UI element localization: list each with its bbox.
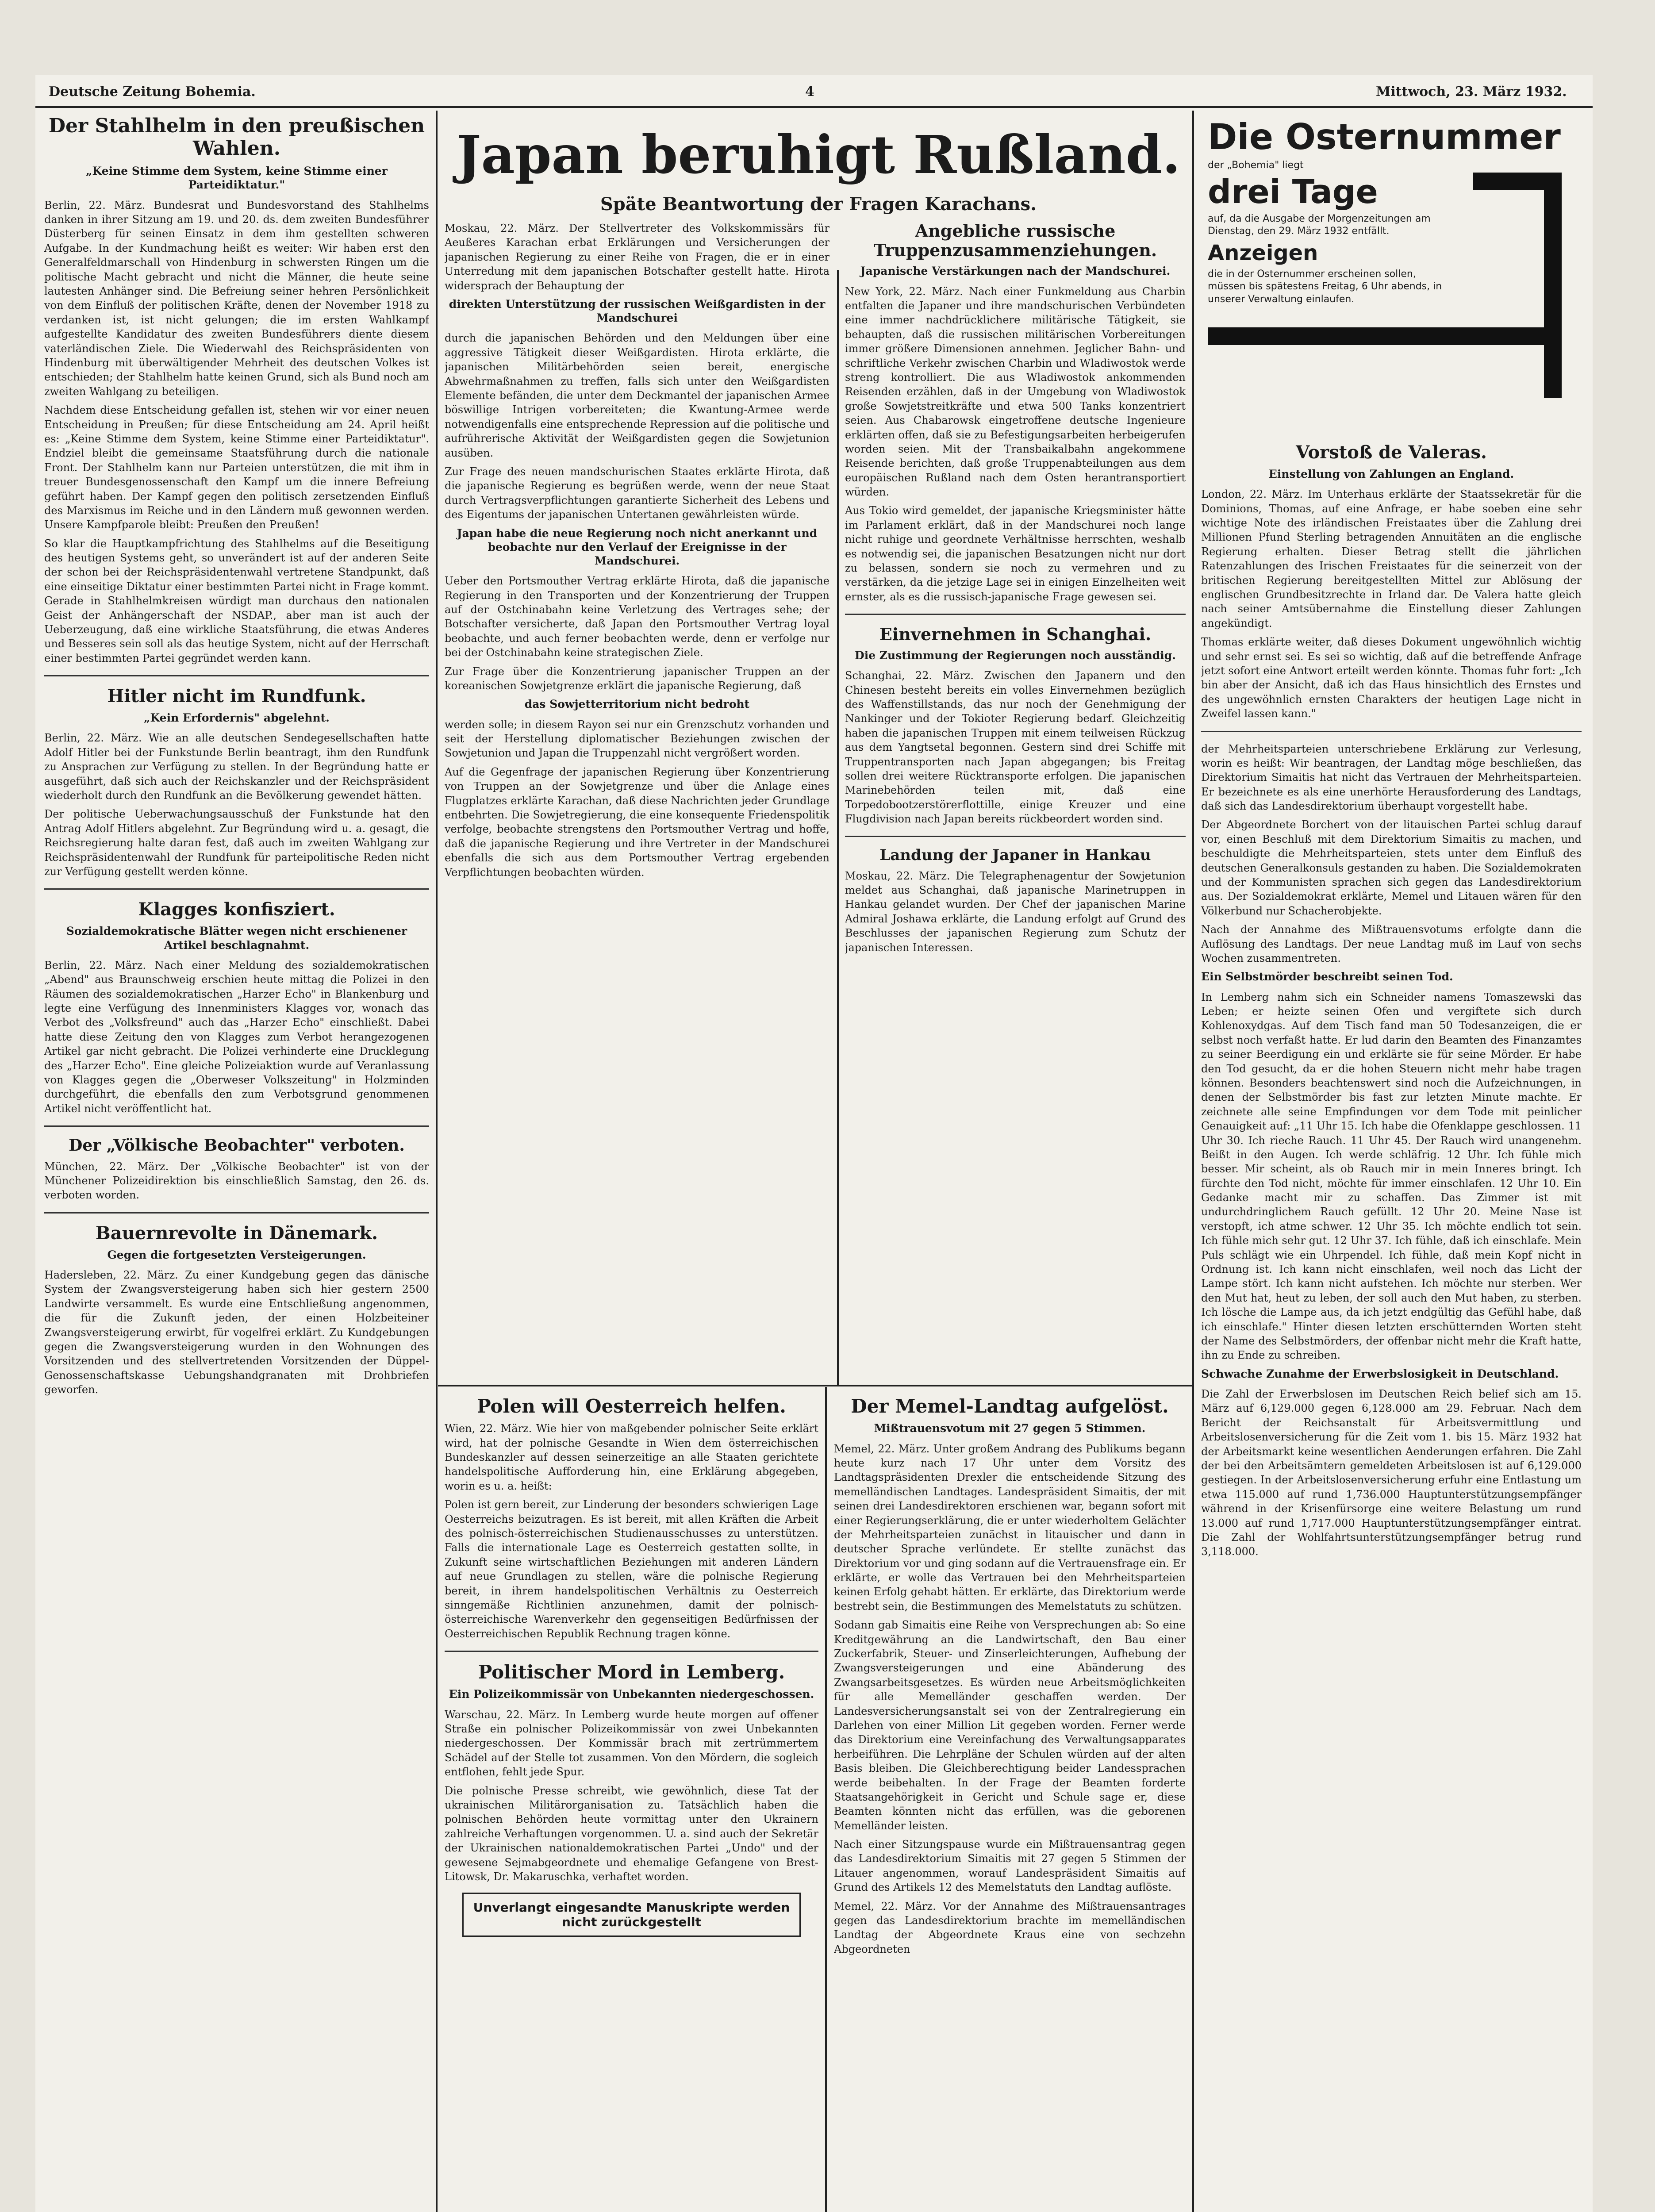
stahlhelm-paragraph: So klar die Hauptkampfrichtung des Stahlhelms auf die Beseitigung des heutigen Systems geht, so unverändert ist auf der anderen Seite der schon bei der Reichspräsidentenwahl vertretene Standpunkt, daß eine einseitige Diktatur einer bestimmten Partei nicht in Frage kommt. Gerade in Stahlhelmkreisen würdigt man durchaus den nationalen Geist der Anhängerschaft der NSDAP., aber man ist auch der Ueberzeugung, daß eine wirkliche Staatsführung, die etwas Anderes und Besseres sein soll als das heutige System, nicht auf der Herrschaft einer bestimmten Partei gegründet werden kann.: [44, 537, 429, 664]
bauern-subtitle: Gegen die fortgesetzten Versteigerungen.: [107, 1248, 366, 1261]
lemberg-paragraph: Die polnische Presse schreibt, wie gewöhnlich, diese Tat der ukrainischen Militärorganisation zu. Tatsächlich haben die polnischen Behörden heute vormittag unter den Ukrainern zahlreiche Verhaftungen vorgenommen. U. a. sind auch der Sekretär der Ukrainischen nationaldemokratischen Partei „Undo" und der gewesene Sejmabgeordnete und ehemalige Gefangene von Brest-Litowsk, Dr. Makaruschka, verhaftet worden.: [445, 1784, 818, 1883]
memel-paragraph: Nach einer Sitzungspause wurde ein Mißtrauensantrag gegen das Landesdirektorium Simaitis mit 27 gegen 5 Stimmen der Litauer angenommen, worauf Landespräsident Simaitis auf Grund des Artikels 12 des Memelstatuts den Landtag auflöste.: [834, 1838, 1186, 1894]
stahlhelm-title: Der Stahlhelm in den preußischen Wahlen.: [48, 115, 425, 160]
memel-subtitle: Mißtrauensvotum mit 27 gegen 5 Stimmen.: [874, 1422, 1146, 1435]
lead-headline: Japan beruhigt Rußland.: [456, 124, 1181, 185]
article-separator: [445, 1651, 818, 1652]
article-separator: [44, 888, 429, 890]
article-separator: [44, 1125, 429, 1127]
column-rule: [837, 270, 839, 1385]
hitler-title: Hitler nicht im Rundfunk.: [107, 686, 366, 707]
lead-subheadline: Späte Beantwortung der Fragen Karachans.: [600, 194, 1037, 215]
klagges-subtitle: Sozialdemokratische Blätter wegen nicht erschienener Artikel beschlagnahmt.: [66, 925, 407, 952]
schanghai-paragraph: Schanghai, 22. März. Zwischen den Japanern und den Chinesen besteht bereits ein volles Einvernehmen bezüglich des Waffenstillstands, das nur noch der Genehmigung der Nankinger und der Tokioter Regierung bedarf. Gleichzeitig haben die japanischen Truppen mit einem teilweisen Rückzug aus dem Yangtsetal begonnen. Gestern sind drei Schiffe mit Truppentransporten nach Japan abgegangen; bis Freitag sollen drei weitere Rücktransporte erfolgen. Die japanischen Marinebehörden teilen mit, daß eine Torpedobootzerstörerflottille, einige Kreuzer und eine Flugdivision nach Japan bereits rückbeordert worden sind.: [845, 669, 1186, 826]
bauern-title: Bauernrevolte in Dänemark.: [95, 1222, 378, 1244]
valera-title: Vorstoß de Valeras.: [1296, 442, 1487, 463]
page-number: 4: [805, 84, 814, 100]
stahlhelm-paragraph: Berlin, 22. März. Bundesrat und Bundesvorstand des Stahlhelms danken in ihrer Sitzung am 19. und 20. ds. dem zweiten Bundesführer Düsterberg für seinen Einsatz in dem ihm gestellten schweren Aufgabe. In der Kundmachung heißt es weiter: Wir haben erst den Generalfeldmarschall von Hindenburg in schwersten Ringen um die politische Macht gebracht und nicht die Männer, die heute seine lautesten Anhänger sind. Die Befreiung seiner hehren Persönlichkeit von dem Einfluß der politischen Kräfte, denen der November 1918 zu verdanken ist, ist nicht gelungen; die im ersten Wahlkampf aufgestellte Kandidatur des zweiten Bundesführers diente diesem vaterländischen Ziele. Die Wiederwahl des Reichspräsidenten von Hindenburg mit überwältigender Mehrheit des deutschen Volkes ist entschieden; der Stahlhelm hatte keinen Grund, sich als Bund noch am zweiten Wahlgang zu beteiligen.: [44, 199, 429, 398]
truppen-title: Angebliche russische Truppenzusammenziehungen.: [873, 221, 1157, 260]
voelkisch-title: Der „Völkische Beobachter" verboten.: [69, 1136, 405, 1155]
stahlhelm-paragraph: Nachdem diese Entscheidung gefallen ist, stehen wir vor einer neuen Entscheidung in Preußen; für diese Entscheidung am 24. April heißt es: „Keine Stimme dem System, keine Stimme einer Parteidiktatur". Endziel bleibt die gemeinsame Staatsführung durch die nationale Front. Der Stahlhelm kann nur Parteien unterstützen, die mit ihm in treuer Bundesgenossenschaft den Kampf um die innere Befreiung geführt haben. Der Kampf gegen den politisch zersetzenden Einfluß des Marxismus im Reiche und in den Ländern muß gewonnen werden. Unsere Kampfparole bleibt: Preußen den Preußen!: [44, 404, 429, 531]
japan-paragraph: durch die japanischen Behörden und den Meldungen über eine aggressive Tätigkeit dieser Weißgardisten. Hirota erklärte, die japanischen Militärbehörden seien bereit, energische Abwehrmaßnahmen zu treffen, falls sich unter den Weißgardisten Elemente befänden, die unter dem Deckmantel der japanischen Armee böswillige Intrigen vorbereiteten; die Kwantung-Armee werde notwendigenfalls eine entsprechende Repression auf die politische und aufrührerische Aktivität der Weißgardisten gegen die Sowjetunion ausüben.: [445, 332, 829, 459]
truppen-paragraph: New York, 22. März. Nach einer Funkmeldung aus Charbin entfalten die Japaner und ihre mandschurischen Verbündeten eine immer nachdrücklichere militärische Tätigkeit, sie behaupten, daß die russischen militärischen Vorbereitungen immer größere Dimensionen annehmen. Jeglicher Bahn- und schriftliche Verkehr zwischen Charbin und Wladiwostok werde streng kontrolliert. Die aus Wladiwostok ankommenden Reisenden erzählen, daß in der Umgebung von Wladiwostok große Sowjetstreitkräfte und etwa 500 Tanks konzentriert seien. Aus Chabarowsk eingetroffene deutsche Ingenieure erklärten offen, daß sie zu Befestigungsarbeiten herbeigerufen worden seien. Mit der Transbaikalbahn angekommene Reisende berichten, daß große Truppenabteilungen aus dem europäischen Rußland nach dem Osten herantransportiert würden.: [845, 285, 1186, 499]
schanghai-title: Einvernehmen in Schanghai.: [879, 624, 1152, 645]
page-header: [35, 75, 1593, 108]
valera-subtitle: Einstellung von Zahlungen an England.: [1268, 468, 1514, 480]
klagges-paragraph: Berlin, 22. März. Nach einer Meldung des sozialdemokratischen „Abend" aus Braunschweig erschien heute mittag die Polizei in den Räumen des sozialdemokratischen „Harzer Echo" in Blankenburg und legte eine Verfügung des Innenministers Klagges vor, wonach das Verbot des „Volksfreund" auch das „Harzer Echo" einschließt. Dabei hatte diese Zeitung den von Klagges zum Verbot herangezogenen Artikel gar nicht gebracht. Die Polizei verhinderte eine Drucklegung des „Harzer Echo". Eine gleiche Polizeiaktion wurde auf Veranlassung von Klagges gegen die „Oberweser Volkszeitung" in Holzminden durchgeführt, die ebenfalls den zum Verbotsgrund genommenen Artikel nicht veröffentlicht hat.: [44, 959, 429, 1115]
schanghai-subtitle: Die Zustimmung der Regierungen noch ausständig.: [855, 649, 1176, 662]
memel-title: Der Memel-Landtag aufgelöst.: [851, 1396, 1169, 1417]
ostern-line: die in der Osternummer erscheinen sollen, müssen bis spätestens Freitag, 6 Uhr abends, in unserer Verwaltung einlaufen.: [1208, 268, 1442, 305]
article-separator: [1201, 731, 1582, 732]
arbeitslose-paragraph: Die Zahl der Erwerbslosen im Deutschen Reich belief sich am 15. März auf 6,129.000 gegen 6,128.000 am 29. Februar. Nach dem Bericht der Reichsanstalt für Arbeitsvermittlung und Arbeitslosenversicherung für die Zeit vom 1. bis 15. März 1932 hat der Arbeitsmarkt keine wesentlichen Aenderungen erfahren. Die Zahl der bei den Arbeitsämtern gemeldeten Arbeitslosen ist auf 6,129.000 gestiegen. In der Arbeitslosenversicherung erfuhr eine Entlastung um etwa 115.000 auf rund 1,736.000 Hauptunterstützungsempfänger während in der Krisenfürsorge eine weitere Belastung um rund 13.000 auf rund 1,717.000 Hauptunterstützungsempfänger eintrat. Die Zahl der Wohlfahrtsunterstützungsempfänger betrug rund 3,118.000.: [1201, 1388, 1582, 1558]
article-separator: [845, 614, 1186, 615]
ostern-days: drei Tage: [1208, 173, 1378, 211]
article-separator: [44, 1212, 429, 1214]
selbstmoerder-paragraph: In Lemberg nahm sich ein Schneider namens Tomaszewski das Leben; er heizte seinen Ofen und vergiftete sich durch Kohlenoxydgas. Auf dem Tisch fand man 50 Todesanzeigen, die er selbst noch verfaßt hatte. Er lud darin den Beamten des Finanzamtes zu seiner Beerdigung ein und erklärte sie für seine Mörder. Er habe den Tod gesucht, da er die hohen Steuern nicht mehr habe tragen können. Besonders beachtenswert sind noch die Aufzeichnungen, in denen der Selbstmörder bis fast zur letzten Minute machte. Er zeichnete alle seine Empfindungen vor dem Tode mit peinlicher Genauigkeit auf: „11 Uhr 15. Ich habe die Ofenklappe geschlossen. 11 Uhr 30. Ich rieche Rauch. 11 Uhr 45. Der Rauch wird unangenehm. Beißt in den Augen. Ich werde schläfrig. 12 Uhr. Ich fühle mich besser. Mir scheint, als ob Rauch mir in mein Inneres bringt. Ich fürchte den Tod nicht, möchte für immer einschlafen. 12 Uhr 10. Ein Gedanke macht mir zu schaffen. Das Zimmer ist mit undurchdringlichem Rauch gefüllt. 12 Uhr 20. Meine Nase ist verstopft, ich atme schwer. 12 Uhr 35. Ich möchte endlich tot sein. Ich fühle mich sehr gut. 12 Uhr 37. Ich fühle, daß ich einschlafe. Mein Puls schlägt wie ein Uhrpendel. Ich fühle, daß mein Kopf nicht in Ordnung ist. Ich kann nicht einschlafen, weil noch das Licht der Lampe stört. Ich kann nicht aufstehen. Ich möchte nur sterben. Wer den Mut hat, heut zu leben, der soll auch den Mut haben, zu sterben. Ich lösche die Lampe aus, da ich jetzt endgültig das Gefühl habe, daß ich einschlafe." Hinter diesen letzten erschütternden Worten steht der Name des Selbstmörders, der offenbar nicht mehr die Kraft hatte, ihn zu Ende zu schreiben.: [1201, 991, 1582, 1362]
japan-bold-note: Japan habe die neue Regierung noch nicht anerkannt und beobachte nur den Verlauf der Ereignisse in der Mandschurei.: [457, 526, 818, 568]
ostern-advertisement: [1208, 116, 1575, 420]
arbeitslose-heading: Schwache Zunahme der Erwerbslosigkeit in Deutschland.: [1201, 1367, 1559, 1380]
lemberg-paragraph: Warschau, 22. März. In Lemberg wurde heute morgen auf offener Straße ein polnischer Polizeikommissär von zwei Unbekannten niedergeschossen. Der Kommissär brach mit zertrümmertem Schädel auf der Stelle tot zusammen. Von den Mördern, die sogleich entflohen, fehlt jede Spur.: [445, 1708, 818, 1778]
japan-paragraph: Zur Frage über die Konzentrierung japanischer Truppen an der koreanischen Sowjetgrenze erklärt die japanische Regierung, daß: [445, 665, 829, 692]
manuscript-notice: Unverlangt eingesandte Manuskripte werden nicht zurückgestellt: [462, 1893, 801, 1937]
hankau-paragraph: Moskau, 22. März. Die Telegraphenagentur der Sowjetunion meldet aus Schanghai, daß japanische Marinetruppen in Hankau gelandet wurden. Der Chef der japanischen Marine Admiral Joshawa erklärte, die Landung erfolgt auf Grund des Beschlusses der japanischen Regierung zum Schutz der japanischen Interessen.: [845, 869, 1186, 954]
hitler-paragraph: Der politische Ueberwachungsausschuß der Funkstunde hat den Antrag Adolf Hitlers abgelehnt. Zur Begründung wird u. a. gesagt, die Reichsregierung halte daran fest, daß auch im zweiten Wahlgang zur Reichspräsidentenwahl der Rundfunk für parteipolitische Reden nicht zur Verfügung gestellt werden könne.: [44, 808, 429, 878]
bauern-paragraph: Hadersleben, 22. März. Zu einer Kundgebung gegen das dänische System der Zwangsversteigerung haben sich hier gestern 2500 Landwirte versammelt. Es wurde eine Entschließung angenommen, die für die Zukunft jeden, der einen Holzbeiteiner Zwangsversteigerung erwirbt, für vogelfrei erklärt. Zu Kundgebungen gegen die Zwangsversteigerung wurden in den Wohnungen des Vorsitzenden und des stellvertretenden Vorsitzenden der Düppel-Genossenschaftskasse Uebungshandgranaten mit Drohbriefen geworfen.: [44, 1268, 429, 1396]
memel-paragraph: Memel, 22. März. Vor der Annahme des Mißtrauensantrages gegen das Landesdirektorium brachte im memelländischen Landtag der Abgeordnete Kraus eine von sechzehn Abgeordneten: [834, 1900, 1186, 1955]
japan-inline-heading: direkten Unterstützung der russischen Weißgardisten in der Mandschurei: [449, 297, 826, 325]
japan-inline-heading: das Sowjetterritorium nicht bedroht: [524, 698, 750, 711]
article-separator: [845, 836, 1186, 837]
memel-paragraph: Sodann gab Simaitis eine Reihe von Versprechungen ab: So eine Kreditgewährung an die Landwirtschaft, den Bau einer Zuckerfabrik, Steuer- und Zinserleichterungen, Aufhebung der Zwangsversteigerungen und eine Abänderung des Zwangsarbeitsgesetzes. Es würden neue Arbeitsmöglichkeiten für alle Memelländer geschaffen werden. Der Landesversicherungsanstalt sei von der Zentralregierung ein Darlehen von einer Million Lit gegeben worden. Ferner werde das Direktorium eine Vereinfachung des Verwaltungsapparates herbeiführen. Die Lehrpläne der Schulen würden auf der alten Basis bleiben. Die Gleichberechtigung beider Landessprachen werde beibehalten. In der Frage der Beamten forderte Staatsangehörigkeit in Gericht und Schule sage er, diese Beamten könnten nicht das erfüllen, was die geborenen Memelländer leisten.: [834, 1619, 1186, 1832]
lemberg-subtitle: Ein Polizeikommissär von Unbekannten niedergeschossen.: [449, 1688, 814, 1701]
ostern-line: der „Bohemia" liegt: [1208, 160, 1304, 171]
section-rule: [438, 1385, 1192, 1386]
article-separator: [44, 675, 429, 676]
ostern-title: Die Osternummer: [1208, 116, 1561, 157]
truppen-paragraph: Aus Tokio wird gemeldet, der japanische Kriegsminister hätte im Parlament erklärt, daß in der Mandschurei noch lange nicht ruhige und geordnete Verhältnisse herrschten, weshalb es notwendig sei, die japanischen Besatzungen nicht nur dort zu belassen, sondern sie noch zu vermehren und zu verstärken, da die jetzige Lage sei in einigen Einzelheiten weit ernster, als es die russisch-japanische Frage gewesen sei.: [845, 504, 1186, 603]
polen-paragraph: Wien, 22. März. Wie hier von maßgebender polnischer Seite erklärt wird, hat der polnische Gesandte in Wien dem österreichischen Bundeskanzler auf dessen seinerzeitige an alle Staaten gerichtete handelspolitische Aufforderung hin, eine Erklärung abgegeben, worin es u. a. heißt:: [445, 1422, 818, 1492]
issue-date: Mittwoch, 23. März 1932.: [1376, 84, 1567, 100]
ostern-line: auf, da die Ausgabe der Morgenzeitungen am Dienstag, den 29. März 1932 entfällt.: [1208, 213, 1431, 237]
newspaper-page: [35, 75, 1593, 2212]
memel-continued-paragraph: Nach der Annahme des Mißtrauensvotums erfolgte dann die Auflösung des Landtags. Der neue Landtag muß im Lauf von sechs Wochen zusammentreten.: [1201, 923, 1582, 964]
lemberg-title: Politischer Mord in Lemberg.: [478, 1661, 785, 1683]
column-2: [445, 221, 829, 1380]
hitler-paragraph: Berlin, 22. März. Wie an alle deutschen Sendegesellschaften hatte Adolf Hitler bei der Funkstunde Berlin beantragt, ihm den Rundfunk zu Ansprachen zur Verfügung zu stellen. In der Begründung hatte er ausgeführt, daß sich auch der Reichskanzler und der Reichspräsident wiederholt durch den Rundfunk an die Bevölkerung gewendet hätten.: [44, 732, 429, 802]
selbstmoerder-heading: Ein Selbstmörder beschreibt seinen Tod.: [1201, 970, 1453, 983]
decorative-bar: [1208, 327, 1562, 345]
japan-paragraph: Auf die Gegenfrage der japanischen Regierung über Konzentrierung von Truppen an der Sowjetgrenze und über die Anlage eines Flugplatzes erklärte Karachan, daß diese Nachrichten jeder Grundlage entbehrten. Die Sowjetregierung, die eine konsequente Friedenspolitik verfolge, beobachte strengstens den Portsmouther Vertrag und hoffe, daß die japanische Regierung und ihre Vertreter in der Mandschurei ebenfalls die sich aus dem Portsmouther Vertrag ergebenden Verpflichtungen beobachten würden.: [445, 765, 829, 879]
newspaper-name: Deutsche Zeitung Bohemia.: [49, 84, 256, 100]
hankau-title: Landung der Japaner in Hankau: [879, 846, 1151, 864]
memel-continued-paragraph: der Mehrheitsparteien unterschriebene Erklärung zur Verlesung, worin es heißt: Wir beantragen, der Landtag möge beschließen, das Direktorium Simaitis hat nicht das Vertrauen der Mehrheitsparteien. Er bezeichnete es als eine unerhörte Herausforderung des Landtags, daß sich das Landesdirektorium überhaupt vorgestellt habe.: [1201, 742, 1582, 813]
hitler-subtitle: „Kein Erfordernis" abgelehnt.: [144, 711, 330, 725]
column-rule: [825, 1387, 827, 2212]
column-3-lower: [834, 1396, 1186, 2212]
valera-paragraph: London, 22. März. Im Unterhaus erklärte der Staatssekretär für die Dominions, Thomas, auf eine Anfrage, er habe soeben eine sehr wichtige Note des irländischen Freistaates über die Zahlung drei Millionen Pfund Sterling betragenden Annuitäten an die englische Regierung erhalten. Dieser Betrag stellt die jährlichen Ratenzahlungen des Irischen Freistaates für die seinerzeit von der britischen Regierung bereitgestellten Mittel zur Ablösung der englischen Grundbesitzrechte in Irland dar. De Valera hatte gleich nach seiner Amtsübernahme die Einstellung dieser Zahlungen angekündigt.: [1201, 488, 1582, 630]
japan-paragraph: werden solle; in diesem Rayon sei nur ein Grenzschutz vorhanden und seit der Herstellung diplomatischer Beziehungen zwischen der Sowjetunion und Japan die Truppenzahl nicht vergrößert worden.: [445, 718, 829, 760]
polen-title: Polen will Oesterreich helfen.: [477, 1396, 786, 1417]
column-rule: [1192, 111, 1194, 2212]
truppen-subtitle: Japanische Verstärkungen nach der Mandschurei.: [860, 265, 1171, 278]
column-1: [44, 115, 429, 2212]
stahlhelm-subtitle: „Keine Stimme dem System, keine Stimme einer Parteidiktatur.": [86, 165, 388, 192]
column-2-lower: [445, 1396, 818, 2212]
column-3: [845, 221, 1186, 1380]
polen-paragraph: Polen ist gern bereit, zur Linderung der besonders schwierigen Lage Oesterreichs beizutragen. Es ist bereit, mit allen Kräften die Arbeit des polnisch-österreichischen Studienausschusses zu unterstützen. Falls die internationale Lage es Oesterreich gestatten sollte, in Zukunft seine wirtschaftlichen Beziehungen mit anderen Ländern auf neue Grundlagen zu stellen, wäre die polnische Regierung bereit, in ihrem handelspolitischen Verhältnis zu Oesterreich sinngemäße Richtlinien anzunehmen, damit der polnisch-österreichische Warenverkehr den gegenseitigen Bedürfnissen der Oesterreichischen Republik Rechnung tragen könne.: [445, 1498, 818, 1640]
column-4: [1201, 442, 1582, 2212]
decorative-bar: [1544, 173, 1562, 398]
japan-paragraph: Moskau, 22. März. Der Stellvertreter des Volkskommissärs für Aeußeres Karachan erbat Erklärungen und Versicherungen der japanischen Regierung zu einer Reihe von Fragen, die er in einer Unterredung mit dem japanischen Botschafter gestellt hatte. Hirota widersprach der Behauptung der: [445, 222, 829, 292]
memel-continued-paragraph: Der Abgeordnete Borchert von der litauischen Partei schlug darauf vor, einen Beschluß mit dem Direktorium Simaitis zu machen, und beschuldigte die Mehrheitsparteien, stets unter dem Einfluß des deutschen Generalkonsuls gestanden zu haben. Die Sozialdemokraten und der Kommunisten sprachen sich gegen das Landesdirektorium aus. Der Sozialdemokrat erklärte, Memel und Litauen wären für den Völkerbund nur Schacherobjekte.: [1201, 818, 1582, 917]
klagges-title: Klagges konfisziert.: [138, 899, 335, 920]
japan-paragraph: Zur Frage des neuen mandschurischen Staates erklärte Hirota, daß die japanische Regierung es begrüßen werde, wenn der neue Staat durch Vertragsverpflichtungen garantierte Sicherheit des Lebens und des Eigentums der japanischen Untertanen gewährleisten würde.: [445, 465, 829, 521]
column-rule: [436, 111, 438, 2212]
voelkisch-paragraph: München, 22. März. Der „Völkische Beobachter" ist von der Münchener Polizeidirektion bis einschließlich Samstag, den 26. ds. verboten worden.: [44, 1160, 429, 1202]
japan-paragraph: Ueber den Portsmouther Vertrag erklärte Hirota, daß die japanische Regierung in den Transporten und der Konzentrierung der Truppen auf der Ostchinabahn keine Verletzung des Vertrages sehe; der Botschafter versicherte, daß Japan den Portsmouther Vertrag loyal beobachte, und auch ferner beobachten werde, denn er verfolge nur bei der Ostchinabahn keine strategischen Ziele.: [445, 575, 829, 659]
ostern-anzeigen: Anzeigen: [1208, 240, 1318, 265]
memel-paragraph: Memel, 22. März. Unter großem Andrang des Publikums begann heute kurz nach 17 Uhr unter dem Vorsitz des Landtagspräsidenten Drexler die entscheidende Sitzung des memelländischen Landtages. Landespräsident Simaitis, der mit seinen drei Landesdirektoren erschienen war, begann sofort mit einer Regierungserklärung, die er unter wiederholtem Gelächter der Mehrheitsparteien zunächst in litauischer und dann in deutscher Sprache verlündete. Er stellte zunächst das Direktorium vor und ging sodann auf die Vertrauensfrage ein. Er erklärte, er wolle das Vertrauen bei den Mehrheitsparteien keinen Erfolg gehabt hätten. Er erklärte, das Direktorium werde bestrebt sein, die Bestimmungen des Memelstatuts zu schützen.: [834, 1442, 1186, 1613]
valera-paragraph: Thomas erklärte weiter, daß dieses Dokument ungewöhnlich wichtig und sehr ernst sei. Es sei so wichtig, daß auf die betreffende Anfrage jetzt sofort eine Antwort erteilt werden könnte. Thomas fuhr fort: „Ich bin aber der Ansicht, daß ich das Haus hinsichtlich des Ernstes und des ungewöhnlich ernsten Charakters der heutigen Lage nicht in Zweifel lassen kann.": [1201, 636, 1582, 720]
